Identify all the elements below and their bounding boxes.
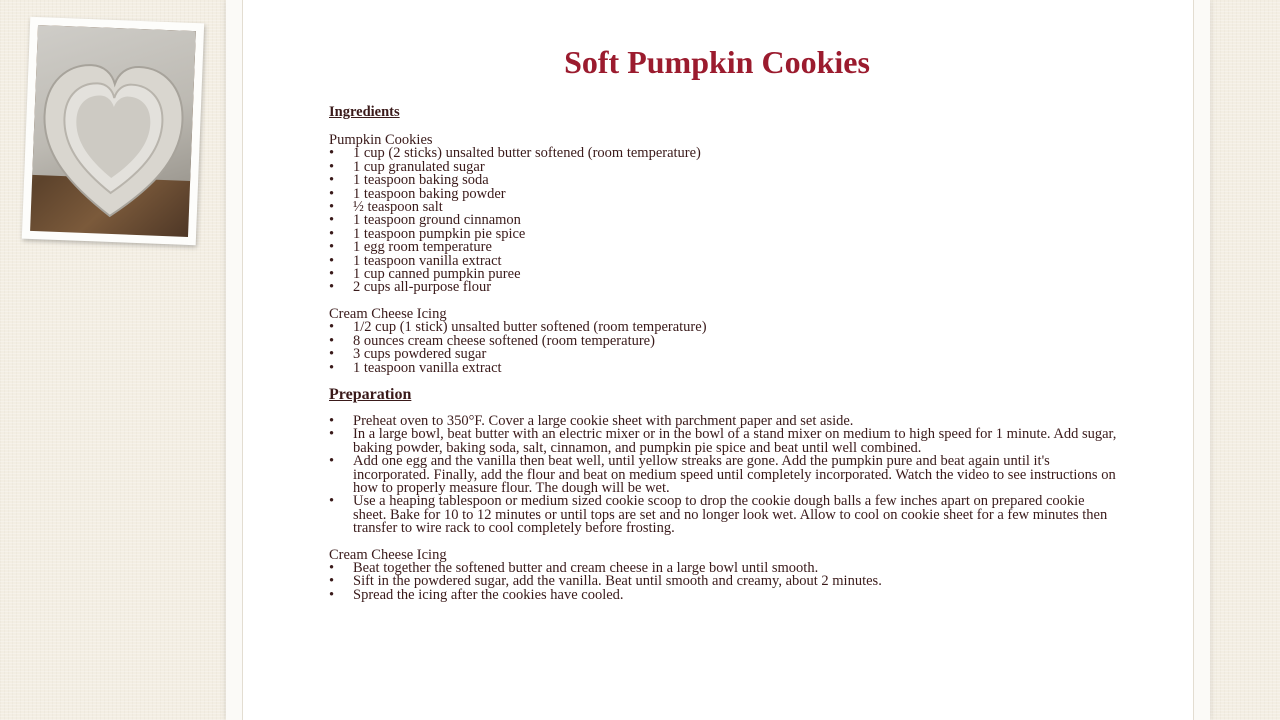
list-item: • ½ teaspoon salt <box>329 201 1119 214</box>
list-item: • 1 teaspoon ground cinnamon <box>329 214 1119 227</box>
preparation-steps-list <box>329 412 1119 537</box>
list-item: • 1 teaspoon baking soda <box>329 174 1119 187</box>
list-item: • Preheat oven to 350°F. Cover a large cookie sheet with parchment paper and set aside. <box>329 415 1119 428</box>
cream-cheese-icing-heading: Cream Cheese Icing <box>329 305 447 322</box>
icing-steps-list <box>329 559 1119 603</box>
list-item: • Beat together the softened butter and cream cheese in a large bowl until smooth. <box>329 562 1119 575</box>
list-item: • 3 cups powdered sugar <box>329 348 1119 361</box>
preparation-heading: Preparation <box>329 385 412 403</box>
list-item: • In a large bowl, beat butter with an electric mixer or in the bowl of a stand mixer on medium to high speed for 1 minute. Add sugar, baking powder, baking soda, salt, cinnamon, and pumpkin pie spice and beat until well combined. <box>329 428 1119 455</box>
list-item: • 1 cup canned pumpkin puree <box>329 268 1119 281</box>
heart-dish-photo <box>30 25 196 237</box>
list-item: • 8 ounces cream cheese softened (room temperature) <box>329 335 1119 348</box>
list-item: • 1 teaspoon vanilla extract <box>329 362 1119 375</box>
icing-prep-heading: Cream Cheese Icing <box>329 546 447 563</box>
list-item: • Spread the icing after the cookies have cooled. <box>329 589 1119 602</box>
list-item: • Add one egg and the vanilla then beat well, until yellow streaks are gone. Add the pumpkin pure and beat again until it's incorporated. Finally, add the flour and beat on medium speed until completely incorporated. Watch the video to see instructions on how to properly measure flour. The dough will be wet. <box>329 455 1119 495</box>
list-item: • 1 teaspoon baking powder <box>329 188 1119 201</box>
list-item: • 1/2 cup (1 stick) unsalted butter softened (room temperature) <box>329 321 1119 334</box>
list-item: • Use a heaping tablespoon or medium sized cookie scoop to drop the cookie dough balls a few inches apart on prepared cookie sheet. Bake for 10 to 12 minutes or until tops are set and no longer look wet. Allow to cool on cookie sheet for a few minutes then transfer to wire rack to cool completely before frosting. <box>329 495 1119 535</box>
list-item: • 2 cups all-purpose flour <box>329 281 1119 294</box>
list-item: • 1 teaspoon vanilla extract <box>329 255 1119 268</box>
list-item: • 1 cup granulated sugar <box>329 161 1119 174</box>
pumpkin-ingredients-list <box>329 147 1119 294</box>
list-item: • 1 teaspoon pumpkin pie spice <box>329 228 1119 241</box>
recipe-content <box>329 104 1119 602</box>
icing-ingredients-list <box>329 321 1119 375</box>
list-item: • Sift in the powdered sugar, add the vanilla. Beat until smooth and creamy, about 2 minutes. <box>329 575 1119 588</box>
recipe-title: Soft Pumpkin Cookies <box>564 44 870 80</box>
photo-frame <box>22 17 204 246</box>
list-item: • 1 cup (2 sticks) unsalted butter softened (room temperature) <box>329 147 1119 160</box>
list-item: • 1 egg room temperature <box>329 241 1119 254</box>
pumpkin-cookies-heading: Pumpkin Cookies <box>329 132 433 148</box>
ingredients-heading: Ingredients <box>329 104 400 120</box>
heart-dish-image <box>30 25 196 237</box>
